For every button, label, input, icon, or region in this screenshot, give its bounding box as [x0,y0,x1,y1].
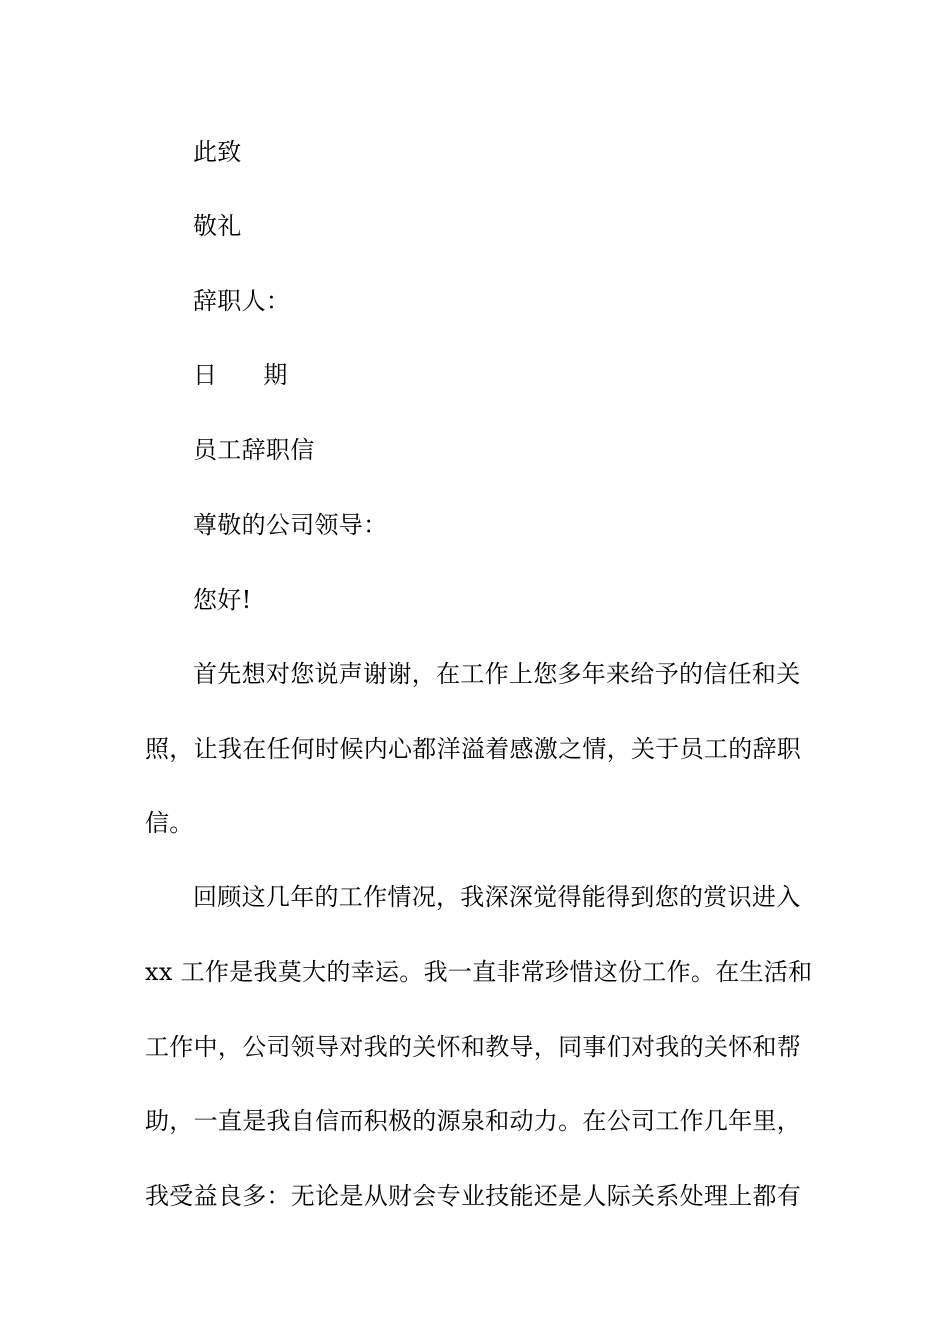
paragraph-2-line-4: 助，一直是我自信而积极的源泉和动力。在公司工作几年里， [145,1107,802,1135]
paragraph-2-line-2: xx 工作是我莫大的幸运。我一直非常珍惜这份工作。在生活和 [145,958,813,986]
paragraph-2-line-1: 回顾这几年的工作情况，我深深觉得能得到您的赏识进入 [193,883,801,911]
paragraph-2-line-5: 我受益良多：无论是从财会专业技能还是人际关系处理上都有 [145,1182,802,1210]
resigner-label: 辞职人： [193,287,291,315]
closing-line-2: 敬礼 [193,212,242,240]
paragraph-1-line-3: 信。 [145,809,194,837]
letter-title: 员工辞职信 [193,436,315,464]
salutation: 尊敬的公司领导： [193,511,388,539]
paragraph-2-line-3: 工作中，公司领导对我的关怀和教导，同事们对我的关怀和帮 [145,1033,802,1061]
date-char-2: 期 [263,361,288,389]
date-char-1: 日 [193,361,218,389]
paragraph-1-line-2: 照，让我在任何时候内心都洋溢着感激之情，关于员工的辞职 [145,735,802,763]
paragraph-1-line-1: 首先想对您说声谢谢，在工作上您多年来给予的信任和关 [193,660,801,688]
closing-line-1: 此致 [193,138,242,166]
date-label [193,360,863,390]
greeting: 您好! [193,586,252,614]
